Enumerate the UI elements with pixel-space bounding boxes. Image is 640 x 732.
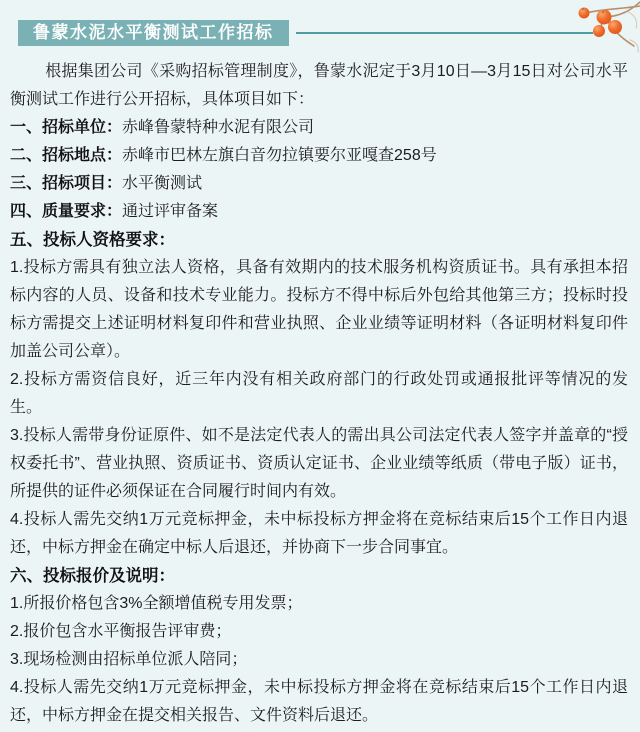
field-bidding-project [10,170,628,198]
field-label-quality-requirement: 四、质量要求： [10,203,123,220]
intro-paragraph: 根据集团公司《采购招标管理制度》，鲁蒙水泥定于3月10日—3月15日对公司水平衡测试工作进行公开招标，具体项目如下： [10,63,628,108]
field-bidding-location [10,142,628,170]
field-label-bidding-unit: 一、招标单位： [10,119,123,136]
section-heading-bidder-qualifications: 五、投标人资格要求： [10,231,175,249]
qualification-item-2: 2.投标方需资信良好，近三年内没有相关政府部门的行政处罚或通报批评等情况的发生。 [10,371,628,416]
section-heading-quotation-notes: 六、投标报价及说明： [10,567,175,585]
field-value-bidding-location: 赤峰市巴林左旗白音勿拉镇要尔亚嘎查258号 [122,147,437,164]
qualification-item-4: 4.投标人需先交纳1万元竞标押金，未中标投标方押金将在竞标结束后15个工作日内退还，中标方押金在确定中标人后退还，并协商下一步合同事宜。 [10,511,628,556]
qualification-item-3: 3.投标人需带身份证原件、如不是法定代表人的需出具公司法定代表人签字并盖章的“授权委托书”、营业执照、资质证书、资质认定证书、企业业绩等纸质（带电子版）证书，所提供的证件必须保证在合同履行时间内有效。 [10,427,628,500]
field-label-bidding-project: 三、招标项目： [10,175,123,192]
field-value-bidding-unit: 赤峰鲁蒙特种水泥有限公司 [122,119,315,136]
document-body [0,46,640,730]
field-label-bidding-location: 二、招标地点： [10,147,123,164]
field-bidding-unit [10,114,628,142]
field-value-bidding-project: 水平衡测试 [122,175,203,192]
qualification-item-1: 1.投标方需具有独立法人资格，具备有效期内的技术服务机构资质证书。具有承担本招标内容的人员、设备和技术专业能力。投标方不得中标后外包给其他第三方；投标时投标方需提交上述证明材料复印件和营业执照、企业业绩等证明材料（各证明材料复印件加盖公司公章）。 [10,259,628,360]
quotation-item-2: 2.报价包含水平衡报告评审费； [10,623,232,640]
title-divider-line [296,32,594,34]
quotation-item-3: 3.现场检测由招标单位派人陪同； [10,651,248,668]
field-quality-requirement [10,198,628,226]
page-title: 鲁蒙水泥水平衡测试工作招标 [18,20,289,46]
field-value-quality-requirement: 通过评审备案 [122,203,219,220]
quotation-item-4: 4.投标人需先交纳1万元竞标押金，未中标投标方押金将在竞标结束后15个工作日内退还，中标方押金在提交相关报告、文件资料后退还。 [10,679,628,724]
header [18,20,640,46]
quotation-item-1: 1.所报价格包含3%全额增值税专用发票； [10,595,303,612]
